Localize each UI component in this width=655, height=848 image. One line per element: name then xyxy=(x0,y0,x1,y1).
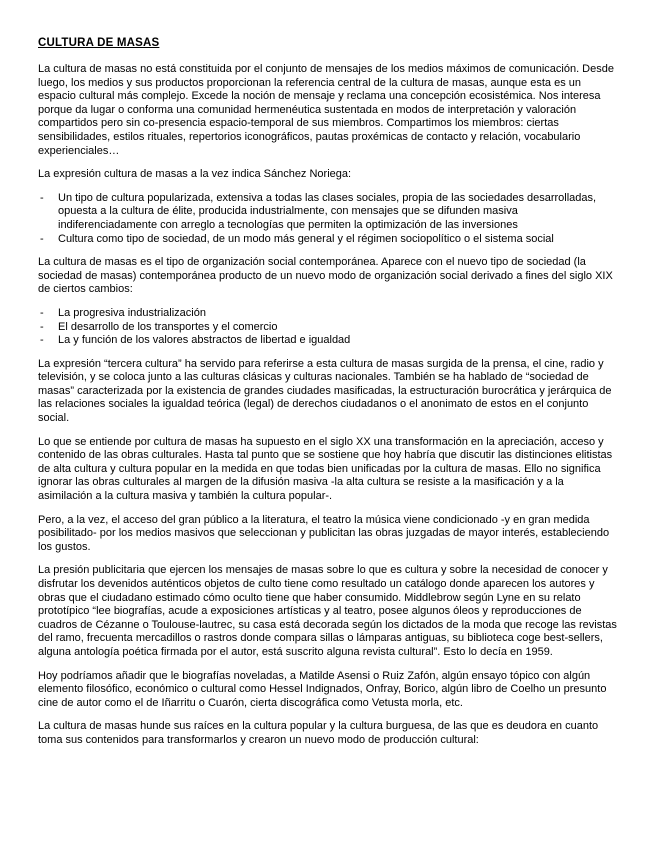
paragraph-raices: La cultura de masas hunde sus raíces en la cultura popular y la cultura burguesa, de las que es deudora en cuanto toma sus contenidos para transformarlos y crearon un nuevo modo de producción cultural: xyxy=(38,720,599,746)
list-item: - La progresiva industrialización xyxy=(38,307,618,321)
paragraph-presion-publicitaria: La presión publicitaria que ejercen los mensajes de masas sobre lo que es cultura y sobre la necesidad de conocer y disfrutar los devenidos auténticos objetos de culto tiene como resultado un catálogo donde aparecen los autores y obras que el ciudadano estimado cómo oculto tiene que haber consumido. Middlebrow según Lyne en su relato prototípico “lee biografías, acude a exposiciones artísticas y al teatro, posee algunos óleos y reproducciones de cuadros de Cézanne o Toulouse-lautrec, su casa está decorada según los dictados de la moda que recoge las revistas del ramo, frecuenta mercadillos o rastros donde compara sillas o lámparas antiguas, su biblioteca coge best-sellers, alguna antología poética firmada por el autor, está suscrito alguna revista cultural”. Esto lo decía en 1959. xyxy=(38,564,617,658)
list-item: - El desarrollo de los transportes y el comercio xyxy=(38,321,618,335)
bullet-list-culture-types xyxy=(38,192,618,246)
bullet-list-social-changes xyxy=(38,307,618,348)
document-title: CULTURA DE MASAS xyxy=(38,37,160,49)
list-item: - La y función de los valores abstractos de libertad e igualdad xyxy=(38,334,618,348)
list-item: - Cultura como tipo de sociedad, de un modo más general y el régimen sociopolítico o el sistema social xyxy=(38,233,618,247)
paragraph-intro: La cultura de masas no está constituida por el conjunto de mensajes de los medios máximos de comunicación. Desde luego, los medios y sus productos proporcionan la referencia central de la cultura de masas, aunque esta es un espacio cultural más complejo. Excede la noción de mensaje y reclama una concepción ecosistémica. Nos interesa porque da lugar o conforma una comunidad hermenéutica sustentada en modos de interpretación y valoración compartidos pero sin co-presencia espacio-temporal de sus miembros. Compartimos los miembros: ciertas sensibilidades, estilos rituales, repertorios iconográficos, pautas proxémicas de contacto y relación, vocabulario experienciales… xyxy=(38,63,614,157)
paragraph-acceso-publico: Pero, a la vez, el acceso del gran público a la literatura, el teatro la música viene condicionado -y en gran medida posibilitado- por los medios masivos que seleccionan y publicitan las obras juzgadas de mayor interés, estableciendo los gustos. xyxy=(38,513,610,553)
paragraph-sanchez-noriega: La expresión cultura de masas a la vez indica Sánchez Noriega: xyxy=(38,168,352,181)
paragraph-tercera-cultura: La expresión “tercera cultura” ha servido para referirse a esta cultura de masas surgida de la prensa, el cine, radio y televisión, y se coloca junto a las culturas clásicas y culturas nacionales. También se ha hablado de “sociedad de masas” caracterizada por la existencia de grandes ciudades masificadas, la estructuración burocrática y jerárquica de las relaciones sociales la igualdad teórica (legal) de derechos ciudadanos o el anonimato de estos en el conjunto social. xyxy=(38,357,612,425)
paragraph-hoy-podriamos: Hoy podríamos añadir que le biografías noveladas, a Matilde Asensi o Ruiz Zafón, algún ensayo tópico con algún elemento filosófico, económico o cultural como Hessel Indignados, Onfray, Borico, algún libro de Coelho un presunto cine de autor como el de Iñarritu o Cuarón, cierta discográfica como Vetusta morla, etc. xyxy=(38,669,607,709)
paragraph-siglo-xx: Lo que se entiende por cultura de masas ha supuesto en el siglo XX una transformación en la apreciación, acceso y contenido de las obras culturales. Hasta tal punto que se sostiene que hoy habría que discutir las distinciones elitistas de alta cultura y cultura popular en la medida en que todas bien unificadas por la cultura de masas. Ello no significa ignorar las obras culturales al margen de la difusión masiva -la alta cultura se resiste a la masificación y a la asimilación a la cultura masiva y también la cultura popular-. xyxy=(38,435,613,503)
paragraph-social-organization: La cultura de masas es el tipo de organización social contemporánea. Aparece con el nuevo tipo de sociedad (la sociedad de masas) contemporánea producto de un nuevo modo de organización social derivado a fines del siglo XIX de ciertos cambios: xyxy=(38,256,613,296)
list-item: - Un tipo de cultura popularizada, extensiva a todas las clases sociales, propia de las sociedades desarrolladas, opuesta a la cultura de élite, producida industrialmente, con mensajes que se difunden masiva indiferenciadamente con arreglo a tecnologías que permiten la optimización de las inversiones xyxy=(38,192,618,233)
